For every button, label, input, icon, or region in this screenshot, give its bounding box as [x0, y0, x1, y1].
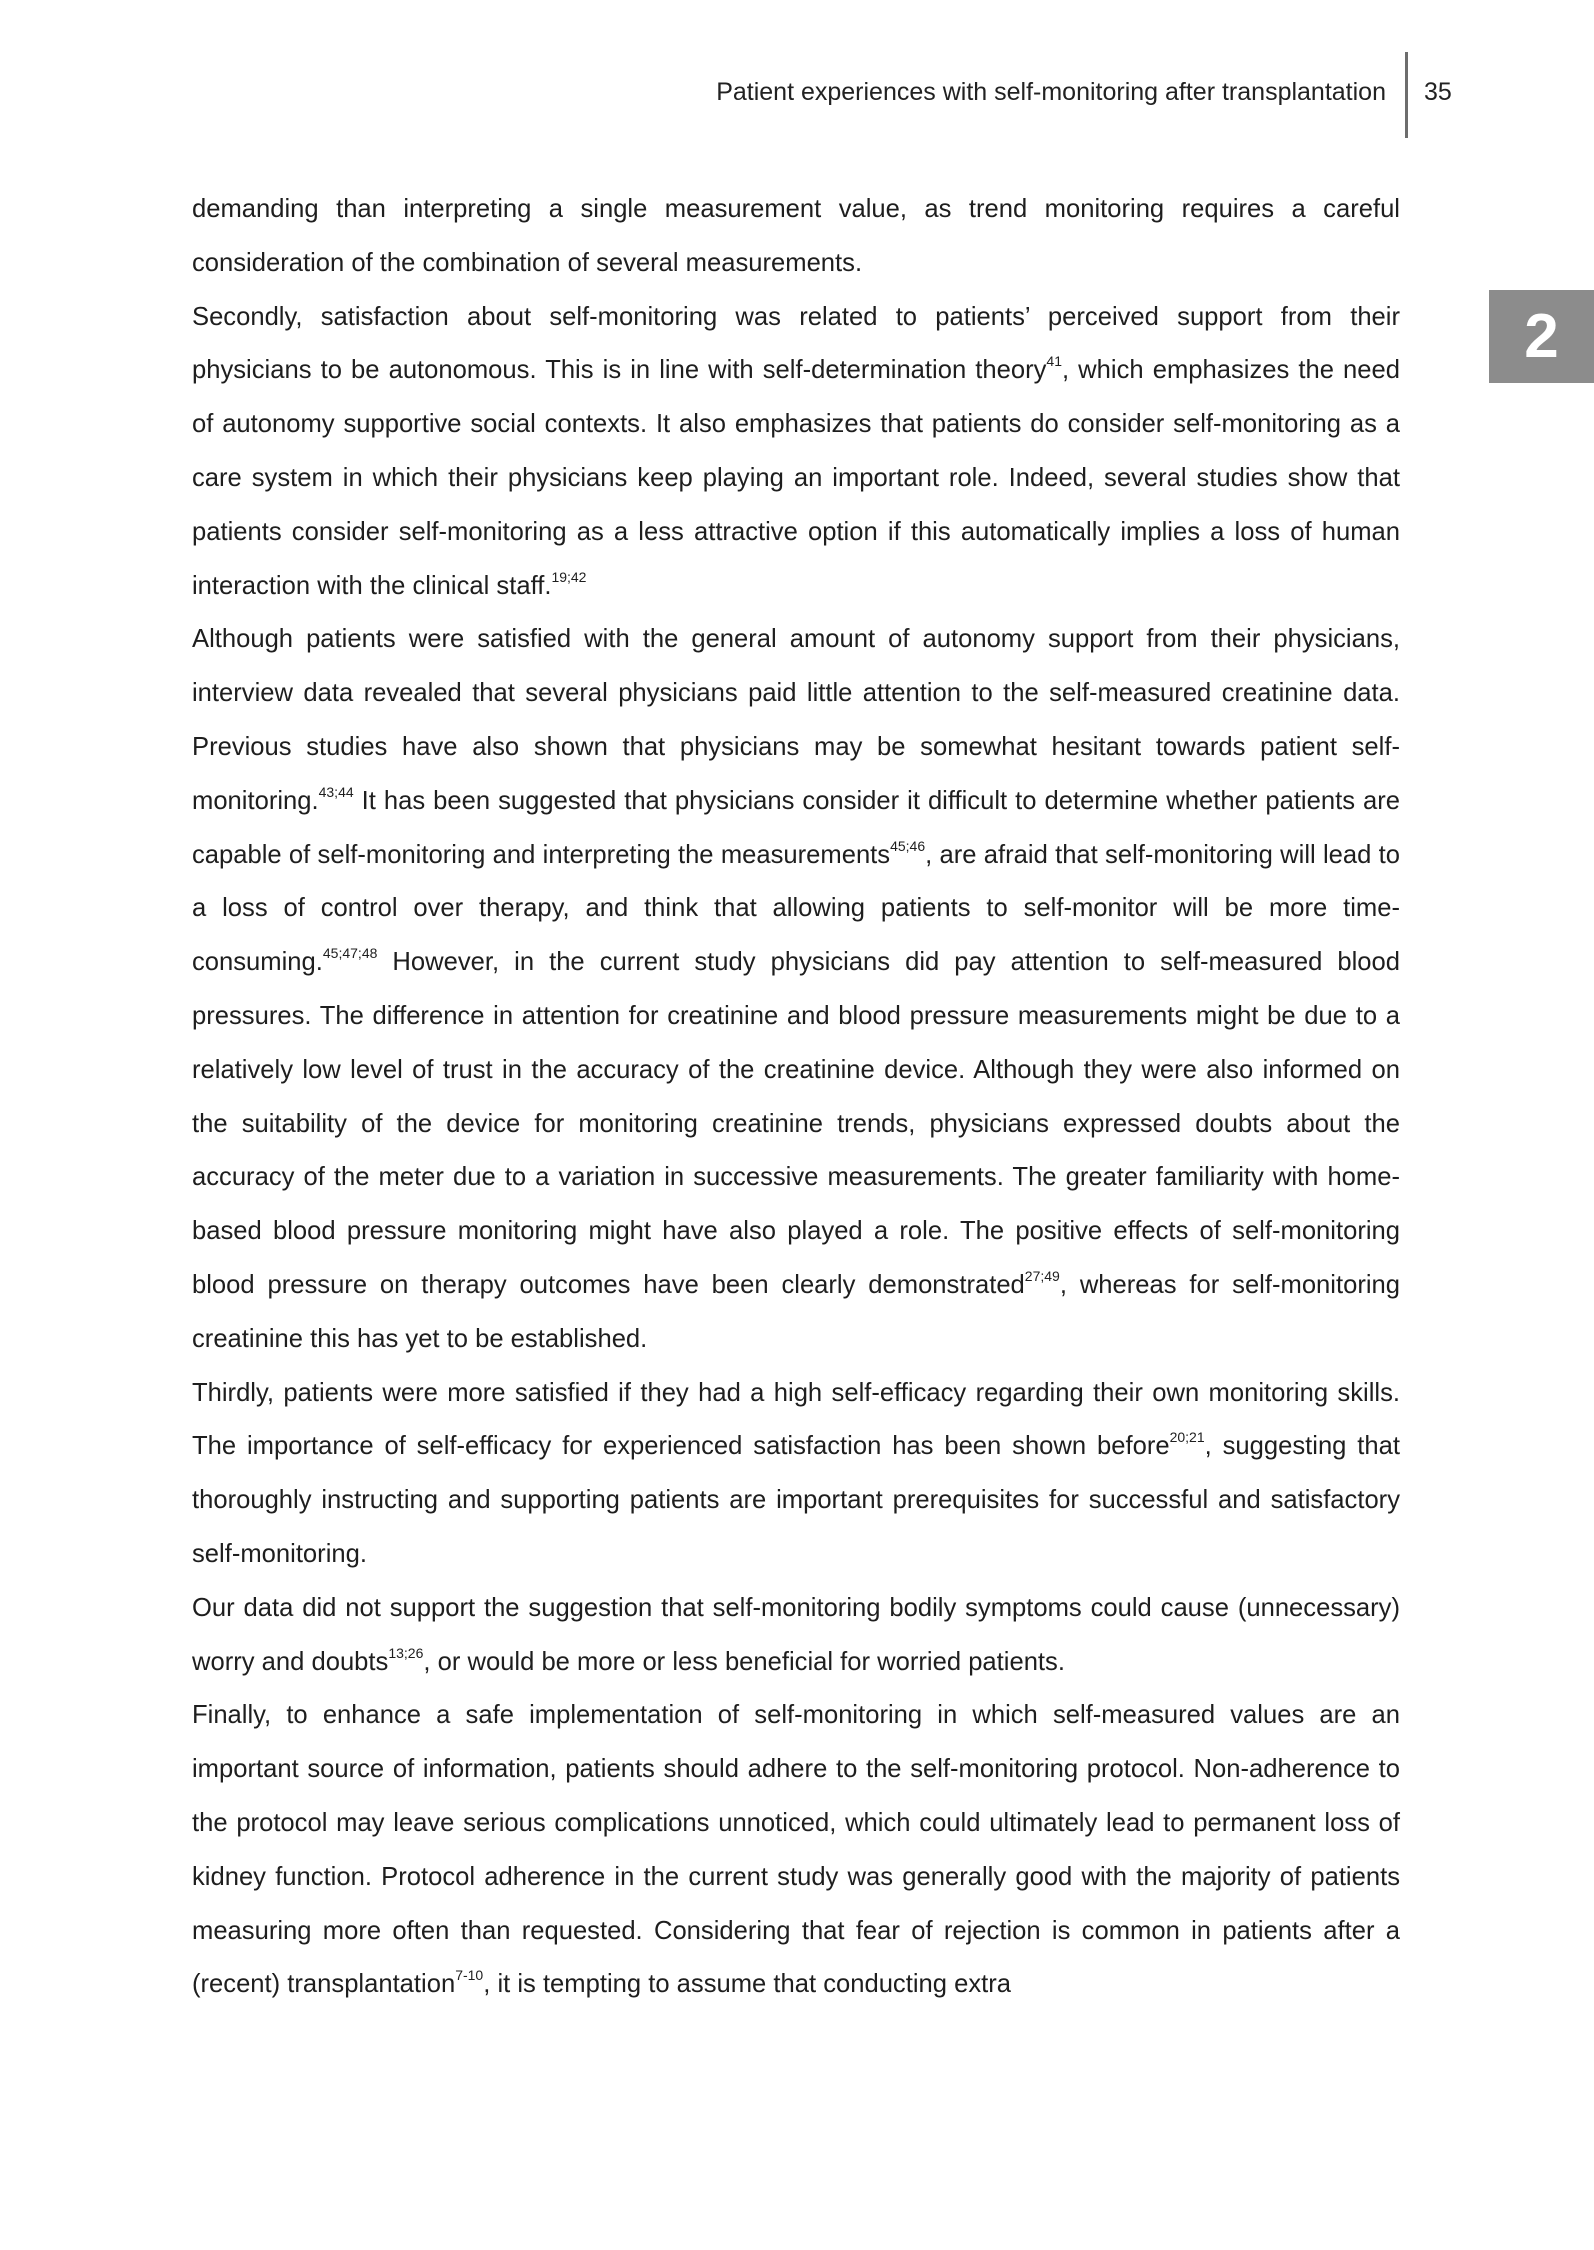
citation: 20;21	[1169, 1429, 1205, 1446]
paragraph-6: Finally, to enhance a safe implementation of self-monitoring in which self-measured values are an important source of information, patients should adhere to the self-monitoring protocol. Non-adherence to the protocol may leave serious complications unnoticed, which could ultimately lead to permanent loss of kidney function. Protocol adherence in the current study was generally good with the majority of patients measuring more often than requested. Considering that fear of rejection is common in patients after a (recent) transplantation$^{7-10}$, it is tempting to assume that conducting extra	[192, 1701, 1400, 1999]
paragraph-1: demanding than interpreting a single measurement value, as trend monitoring requires a careful consideration of the combination of several measurements.	[192, 195, 1400, 277]
citation: 13;26	[388, 1644, 424, 1661]
citation: 19;42	[551, 568, 587, 585]
chapter-tab: 2	[1489, 290, 1594, 383]
paragraph-2: Secondly, satisfaction about self-monitoring was related to patients’ perceived support from their physicians to be autonomous. This is in line with self-determination theory$^{41}$, which emphasizes the need of autonomy supportive social contexts. It also emphasizes that patients do consider self-monitoring as a care system in which their physicians keep playing an important role. Indeed, several studies show that patients consider self-monitoring as a less attractive option if this automatically implies a loss of human interaction with the clinical staff.$^{19;42}$	[192, 302, 1400, 600]
page-number: 35	[1424, 78, 1452, 106]
citation: 41	[1046, 353, 1062, 370]
citation: 45;47;48	[322, 945, 378, 962]
paragraph-4: Thirdly, patients were more satisfied if they had a high self-efficacy regarding their own monitoring skills. The importance of self-efficacy for experienced satisfaction has been shown before$^{20;21}$, suggesting that thoroughly instructing and supporting patients are important prerequisites for successful and satisfactory self-monitoring.	[192, 1378, 1400, 1568]
running-head	[0, 72, 1594, 112]
citation: 7-10	[455, 1967, 484, 1984]
running-head-title: Patient experiences with self-monitoring after transplantation	[716, 78, 1386, 106]
running-head-divider	[1405, 52, 1408, 138]
body-text	[192, 183, 1400, 2012]
citation: 43;44	[318, 783, 354, 800]
paragraph-3: Although patients were satisfied with the general amount of autonomy support from their physicians, interview data revealed that several physicians paid little attention to the self-measured creatinine data. Previous studies have also shown that physicians may be somewhat hesitant towards patient self-monitoring.$^{43;44}$ It has been suggested that physicians consider it difficult to determine whether patients are capable of self-monitoring and interpreting the measurements$^{45;46}$, are afraid that self-monitoring will lead to a loss of control over therapy, and think that allowing patients to self-monitor will be more time-consuming.$^{45;47;48}$ However, in the current study physicians did pay attention to self-measured blood pressures. The difference in attention for creatinine and blood pressure measurements might be due to a relatively low level of trust in the accuracy of the creatinine device. Although they were also informed on the suitability of the device for monitoring creatinine trends, physicians expressed doubts about the accuracy of the meter due to a variation in successive measurements. The greater familiarity with home-based blood pressure monitoring might have also played a role. The positive effects of self-monitoring blood pressure on therapy outcomes have been clearly demonstrated$^{27;49}$, whereas for self-monitoring creatinine this has yet to be established.	[192, 625, 1400, 1353]
citation: 45;46	[890, 837, 926, 854]
paragraph-5: Our data did not support the suggestion that self-monitoring bodily symptoms could cause (unnecessary) worry and doubts$^{13;26}$, or would be more or less beneficial for worried patients.	[192, 1593, 1400, 1676]
citation: 27;49	[1024, 1267, 1060, 1284]
